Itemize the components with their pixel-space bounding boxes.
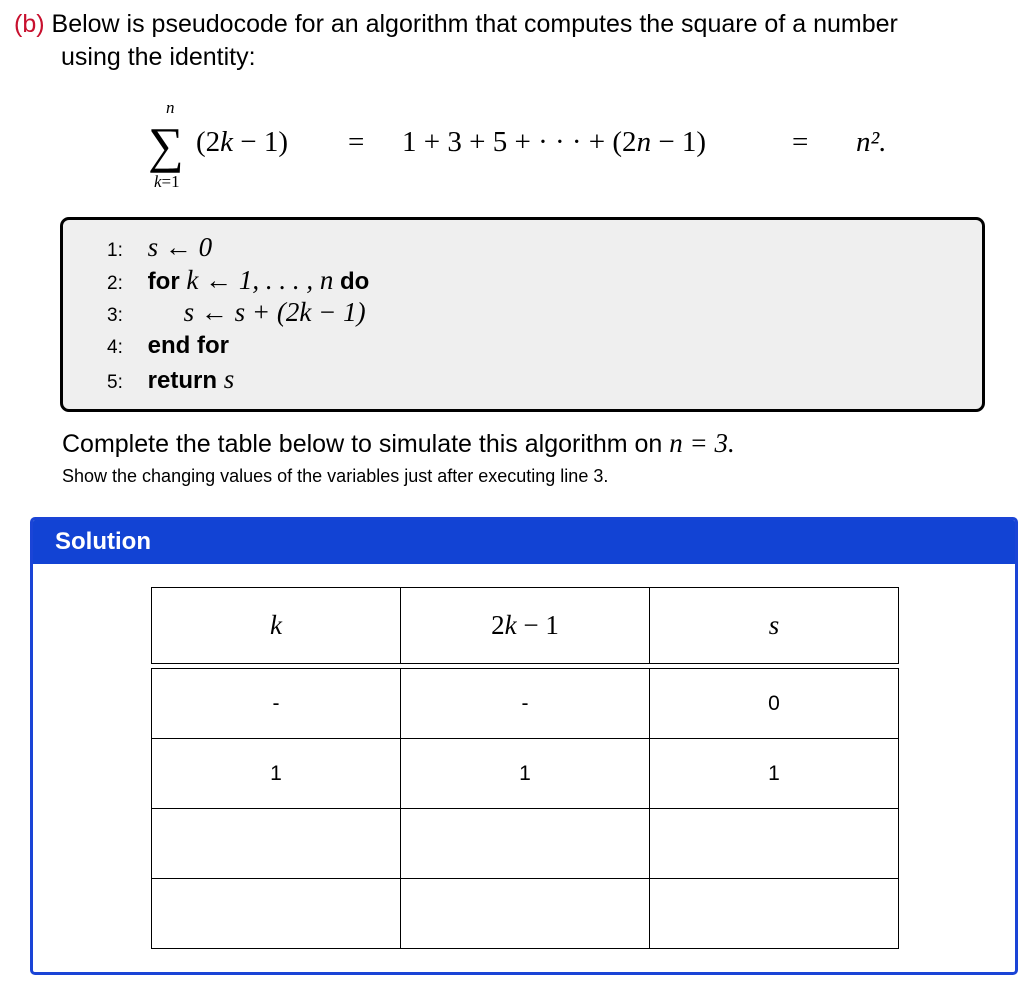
table-cell-empty[interactable] [152, 879, 401, 949]
table-cell: 1 [152, 739, 401, 809]
solution-title: Solution [55, 528, 151, 555]
table-cell: - [152, 669, 401, 739]
keyword-return: return [147, 367, 218, 394]
sum-upper-limit: n [166, 98, 175, 117]
header-cell-s: s [650, 588, 899, 664]
line-number: 1: [107, 240, 123, 261]
algo-line-1 [107, 232, 212, 263]
sum-lower-limit: k=1 [154, 172, 180, 191]
header-cell-k: k [152, 588, 401, 664]
algo-math: k ← 1, . . . , n [186, 265, 334, 295]
solution-panel [30, 517, 1018, 975]
pseudocode-box [60, 217, 985, 412]
keyword-end-for: end for [147, 332, 229, 359]
instruction-main-text: Complete the table below to simulate this algorithm on [62, 430, 663, 458]
identity-equation [0, 98, 1024, 198]
table-cell: 1 [401, 739, 650, 809]
table-cell-empty[interactable] [152, 809, 401, 879]
problem-text-line-1: Below is pseudocode for an algorithm that computes the square of a number [51, 10, 898, 38]
table-row [152, 739, 899, 809]
algo-math: s ← s + (2k − 1) [183, 297, 366, 327]
trace-table [151, 587, 899, 949]
table-cell: 1 [650, 739, 899, 809]
problem-line-2: using the identity: [61, 43, 256, 71]
equals-sign-1: = [348, 126, 365, 158]
algo-math: s ← 0 [147, 232, 213, 262]
line-number: 2: [107, 273, 123, 294]
header-cell-2k-minus-1: 2k − 1 [401, 588, 650, 664]
algo-math: s [223, 364, 235, 394]
sum-term: (2k − 1) [196, 126, 289, 158]
sum-result: n². [856, 126, 887, 158]
algo-line-2 [107, 265, 369, 296]
sum-expansion: 1 + 3 + 5 + · · · + (2n − 1) [402, 126, 707, 158]
table-row [152, 879, 899, 949]
line-number: 5: [107, 372, 123, 393]
algo-line-5 [107, 364, 234, 395]
table-cell-empty[interactable] [650, 809, 899, 879]
table-header-row [152, 588, 899, 664]
table-row [152, 809, 899, 879]
algo-line-3 [107, 297, 366, 328]
table-cell: 0 [650, 669, 899, 739]
table-cell-empty[interactable] [401, 809, 650, 879]
summation-symbol: ∑ [148, 117, 184, 173]
instruction-sub: Show the changing values of the variables just after executing line 3. [62, 466, 609, 486]
instruction-main-math: n = 3. [669, 428, 735, 458]
keyword-do: do [340, 268, 370, 295]
line-number: 3: [107, 305, 123, 326]
table-cell-empty[interactable] [401, 879, 650, 949]
table-cell: - [401, 669, 650, 739]
part-label: (b) [14, 10, 45, 38]
problem-line-1 [14, 8, 1004, 41]
table-row [152, 669, 899, 739]
line-number: 4: [107, 337, 123, 358]
equals-sign-2: = [792, 126, 809, 158]
keyword-for: for [147, 268, 180, 295]
algo-line-4 [107, 332, 229, 360]
problem-statement [14, 8, 1004, 74]
solution-header [33, 520, 1015, 564]
instruction-main [62, 428, 735, 459]
table-cell-empty[interactable] [650, 879, 899, 949]
